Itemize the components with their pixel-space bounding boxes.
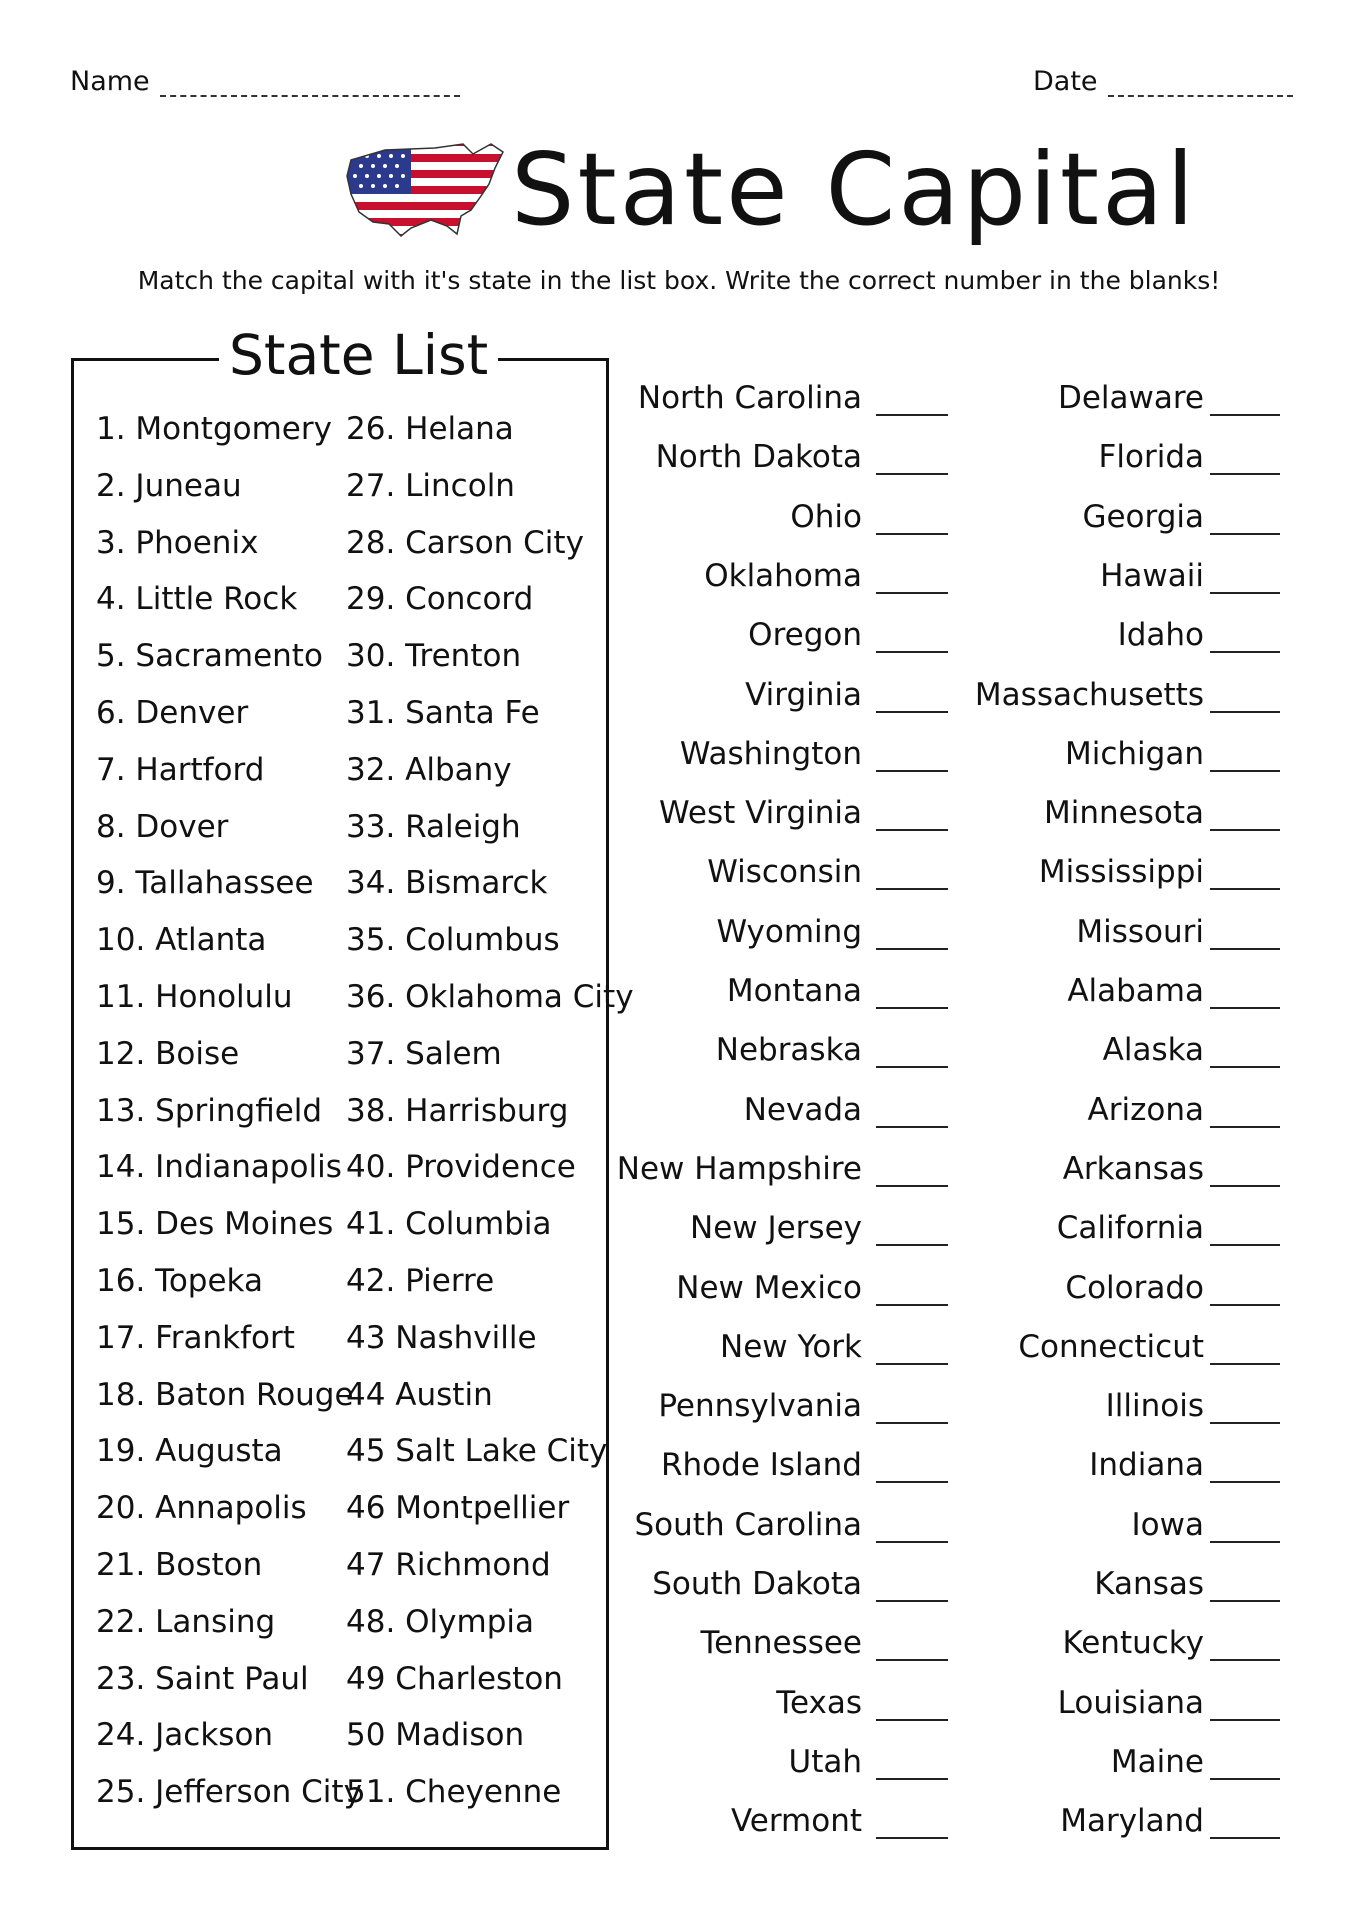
capital-item: 41. Columbia <box>346 1206 552 1243</box>
capital-item: 48. Olympia <box>346 1603 534 1640</box>
state-label: Arizona <box>1087 1091 1204 1128</box>
capital-item: 15. Des Moines <box>96 1206 334 1243</box>
state-row <box>560 1388 948 1424</box>
capital-item: 12. Boise <box>96 1035 240 1072</box>
state-label: Colorado <box>1065 1269 1204 1306</box>
answer-blank[interactable] <box>1210 1421 1280 1424</box>
state-row <box>960 439 1280 475</box>
capital-item: 42. Pierre <box>346 1263 495 1299</box>
state-label: Wisconsin <box>707 854 862 891</box>
state-label: New York <box>720 1328 862 1365</box>
answer-blank[interactable] <box>876 828 948 831</box>
state-label: Maryland <box>1060 1803 1204 1840</box>
state-label: Indiana <box>1089 1447 1204 1484</box>
state-row <box>560 677 948 713</box>
answer-blank[interactable] <box>876 1421 948 1424</box>
state-label: Florida <box>1098 439 1204 476</box>
state-row <box>560 439 948 475</box>
capital-item: 3. Phoenix <box>96 524 259 561</box>
state-label: Alaska <box>1102 1032 1204 1069</box>
state-row <box>960 1507 1280 1543</box>
answer-blank[interactable] <box>1210 1718 1280 1721</box>
us-flag-map-icon <box>345 138 505 242</box>
state-label: Nebraska <box>715 1032 862 1069</box>
state-label: Missouri <box>1076 913 1204 950</box>
capital-item: 51. Cheyenne <box>346 1774 562 1811</box>
state-label: California <box>1056 1210 1204 1247</box>
state-row <box>560 1092 948 1128</box>
date-blank[interactable] <box>1108 77 1293 97</box>
answer-blank[interactable] <box>876 1125 948 1128</box>
name-blank[interactable] <box>160 77 460 97</box>
state-row <box>560 1507 948 1543</box>
answer-blank[interactable] <box>1210 1362 1280 1365</box>
capital-item: 6. Denver <box>96 695 249 731</box>
answer-blank[interactable] <box>1210 413 1280 416</box>
answer-blank[interactable] <box>1210 532 1280 535</box>
state-row <box>960 1744 1280 1780</box>
answer-blank[interactable] <box>876 413 948 416</box>
state-label: Oregon <box>748 617 862 654</box>
capital-item: 10. Atlanta <box>96 922 267 959</box>
state-label: Utah <box>788 1743 862 1780</box>
state-label: Oklahoma <box>704 557 862 594</box>
capital-item: 1. Montgomery <box>96 411 332 447</box>
state-list-title: State List <box>219 325 498 385</box>
capital-item: 25. Jefferson City <box>96 1774 362 1811</box>
state-row <box>560 914 948 950</box>
state-row <box>960 1803 1280 1839</box>
state-row <box>560 1329 948 1365</box>
answer-blank[interactable] <box>876 1599 948 1602</box>
state-label: Connecticut <box>1018 1328 1204 1365</box>
answer-blank[interactable] <box>876 1777 948 1780</box>
answer-blank[interactable] <box>1210 828 1280 831</box>
state-label: Michigan <box>1065 735 1204 772</box>
capital-item: 35. Columbus <box>346 922 560 959</box>
state-row <box>560 1151 948 1187</box>
capital-item: 4. Little Rock <box>96 581 298 618</box>
capital-item: 45 Salt Lake City <box>346 1433 608 1470</box>
state-label: North Carolina <box>637 380 862 416</box>
state-label: New Hampshire <box>616 1150 862 1187</box>
state-label: New Mexico <box>676 1269 862 1306</box>
capital-item: 7. Hartford <box>96 751 265 788</box>
capital-item: 30. Trenton <box>346 638 522 675</box>
state-label: Montana <box>726 973 862 1009</box>
answer-blank[interactable] <box>876 650 948 653</box>
state-row <box>960 558 1280 594</box>
state-row <box>560 1625 948 1661</box>
state-row <box>960 1388 1280 1424</box>
capital-item: 28. Carson City <box>346 524 584 561</box>
answer-blank[interactable] <box>876 710 948 713</box>
state-label: Wyoming <box>716 913 862 950</box>
answer-blank[interactable] <box>876 1362 948 1365</box>
state-label: North Dakota <box>655 439 862 476</box>
capital-item: 50 Madison <box>346 1717 525 1754</box>
state-row <box>560 1270 948 1306</box>
state-label: Arkansas <box>1062 1150 1204 1187</box>
state-label: Delaware <box>1057 380 1204 416</box>
answer-blank[interactable] <box>876 1658 948 1661</box>
capital-item: 22. Lansing <box>96 1603 276 1640</box>
state-row <box>560 1032 948 1068</box>
state-label: Virginia <box>745 676 862 713</box>
capital-item: 13. Springfield <box>96 1092 323 1129</box>
state-row <box>560 1685 948 1721</box>
state-row <box>960 1329 1280 1365</box>
answer-blank[interactable] <box>1210 1540 1280 1543</box>
answer-blank[interactable] <box>1210 1065 1280 1068</box>
state-row <box>960 617 1280 653</box>
state-row <box>560 1803 948 1839</box>
state-label: South Carolina <box>634 1506 862 1543</box>
state-row <box>560 1744 948 1780</box>
answer-blank[interactable] <box>1210 1777 1280 1780</box>
state-row <box>960 499 1280 535</box>
state-label: Rhode Island <box>661 1447 862 1484</box>
state-label: Ohio <box>790 498 862 535</box>
state-list-box <box>71 323 634 1850</box>
state-row <box>960 380 1280 416</box>
state-row <box>960 1151 1280 1187</box>
answer-blank[interactable] <box>1210 947 1280 950</box>
state-row <box>560 499 948 535</box>
answer-blank[interactable] <box>876 769 948 772</box>
answer-blank[interactable] <box>876 472 948 475</box>
state-row <box>560 617 948 653</box>
state-label: Kentucky <box>1062 1625 1204 1662</box>
capital-item: 11. Honolulu <box>96 979 293 1015</box>
answer-blank[interactable] <box>876 887 948 890</box>
answer-blank[interactable] <box>1210 1303 1280 1306</box>
answer-blank[interactable] <box>876 947 948 950</box>
capital-item: 24. Jackson <box>96 1717 274 1754</box>
state-row <box>560 380 948 416</box>
state-row <box>960 973 1280 1009</box>
answer-blank[interactable] <box>876 532 948 535</box>
answer-blank[interactable] <box>876 1718 948 1721</box>
capital-item: 5. Sacramento <box>96 638 323 675</box>
capital-item: 16. Topeka <box>96 1263 263 1299</box>
capital-item: 21. Boston <box>96 1547 263 1583</box>
state-label: Massachusetts <box>974 676 1204 713</box>
state-row <box>960 1625 1280 1661</box>
answer-blank[interactable] <box>876 1065 948 1068</box>
state-row <box>960 1270 1280 1306</box>
answer-blank[interactable] <box>1210 1184 1280 1187</box>
capital-item: 19. Augusta <box>96 1433 283 1470</box>
answer-blank[interactable] <box>1210 1006 1280 1009</box>
capital-item: 26. Helana <box>346 411 514 447</box>
answer-blank[interactable] <box>1210 1480 1280 1483</box>
answer-blank[interactable] <box>1210 1599 1280 1602</box>
answer-blank[interactable] <box>1210 1243 1280 1246</box>
capital-item: 31. Santa Fe <box>346 695 540 731</box>
state-label: Idaho <box>1117 617 1204 654</box>
capital-item: 8. Dover <box>96 808 229 845</box>
answer-blank[interactable] <box>876 1303 948 1306</box>
state-label: Vermont <box>730 1803 862 1840</box>
answer-blank[interactable] <box>1210 1658 1280 1661</box>
answer-blank[interactable] <box>1210 472 1280 475</box>
state-label: Texas <box>776 1684 862 1721</box>
state-row <box>560 558 948 594</box>
answer-blank[interactable] <box>876 1480 948 1483</box>
instructions: Match the capital with it's state in the list box. Write the correct number in the blanks! <box>137 266 1221 295</box>
state-label: Alabama <box>1067 973 1204 1009</box>
capital-item: 49 Charleston <box>346 1660 563 1697</box>
state-label: Hawaii <box>1100 557 1204 594</box>
capital-item: 23. Saint Paul <box>96 1660 309 1697</box>
state-row <box>960 736 1280 772</box>
answer-blank[interactable] <box>1210 650 1280 653</box>
state-row <box>560 736 948 772</box>
capital-item: 37. Salem <box>346 1035 502 1072</box>
date-label: Date <box>1033 66 1098 97</box>
state-label: Iowa <box>1131 1506 1204 1543</box>
state-label: South Dakota <box>652 1566 862 1602</box>
state-label: Illinois <box>1105 1388 1204 1425</box>
name-label: Name <box>70 66 150 97</box>
state-row <box>960 677 1280 713</box>
answer-blank[interactable] <box>1210 769 1280 772</box>
answer-blank[interactable] <box>1210 591 1280 594</box>
state-row <box>560 1447 948 1483</box>
state-label: New Jersey <box>690 1210 862 1247</box>
capital-item: 33. Raleigh <box>346 808 521 845</box>
answer-blank[interactable] <box>1210 1836 1280 1839</box>
answer-blank[interactable] <box>1210 887 1280 890</box>
capital-item: 20. Annapolis <box>96 1490 307 1527</box>
answer-blank[interactable] <box>876 1006 948 1009</box>
state-label: Washington <box>679 735 862 772</box>
answer-blank[interactable] <box>1210 1125 1280 1128</box>
capital-item: 40. Providence <box>346 1149 576 1186</box>
answer-blank[interactable] <box>876 1540 948 1543</box>
capital-item: 44 Austin <box>346 1376 493 1413</box>
capital-item: 14. Indianapolis <box>96 1149 342 1186</box>
state-row <box>960 1210 1280 1246</box>
state-label: Mississippi <box>1038 854 1204 891</box>
capital-item: 47 Richmond <box>346 1547 551 1583</box>
name-field[interactable] <box>70 66 460 97</box>
state-label: West Virginia <box>659 795 862 832</box>
state-label: Louisiana <box>1057 1684 1204 1721</box>
state-row <box>560 795 948 831</box>
answer-blank[interactable] <box>876 1243 948 1246</box>
state-row <box>960 854 1280 890</box>
capital-item: 2. Juneau <box>96 467 242 504</box>
answer-blank[interactable] <box>1210 710 1280 713</box>
state-row <box>960 914 1280 950</box>
capital-item: 36. Oklahoma City <box>346 979 634 1015</box>
capital-item: 29. Concord <box>346 581 534 618</box>
state-row <box>560 854 948 890</box>
capital-item: 32. Albany <box>346 751 512 788</box>
capital-item: 34. Bismarck <box>346 865 548 902</box>
answer-blank[interactable] <box>876 1836 948 1839</box>
state-label: Minnesota <box>1044 795 1204 832</box>
state-label: Nevada <box>743 1091 862 1128</box>
state-row <box>560 1210 948 1246</box>
state-row <box>960 1032 1280 1068</box>
capital-item: 27. Lincoln <box>346 467 515 504</box>
state-label: Tennessee <box>700 1625 862 1662</box>
date-field[interactable] <box>1033 66 1293 97</box>
state-row <box>960 795 1280 831</box>
title-row <box>345 131 1198 248</box>
capital-item: 43 Nashville <box>346 1319 537 1356</box>
answer-blank[interactable] <box>876 591 948 594</box>
capital-item: 38. Harrisburg <box>346 1092 569 1129</box>
state-row <box>960 1092 1280 1128</box>
capital-item: 46 Montpellier <box>346 1490 570 1527</box>
state-label: Maine <box>1110 1743 1204 1780</box>
state-row <box>960 1685 1280 1721</box>
state-label: Georgia <box>1082 498 1204 535</box>
answer-blank[interactable] <box>876 1184 948 1187</box>
state-row <box>560 973 948 1009</box>
page-title: State Capital <box>511 131 1198 248</box>
state-label: Kansas <box>1094 1566 1204 1602</box>
state-row <box>960 1566 1280 1602</box>
state-row <box>960 1447 1280 1483</box>
capital-item: 9. Tallahassee <box>96 865 314 902</box>
capital-item: 18. Baton Rouge <box>96 1376 354 1413</box>
capital-item: 17. Frankfort <box>96 1319 295 1356</box>
state-label: Pennsylvania <box>658 1388 862 1425</box>
state-row <box>560 1566 948 1602</box>
